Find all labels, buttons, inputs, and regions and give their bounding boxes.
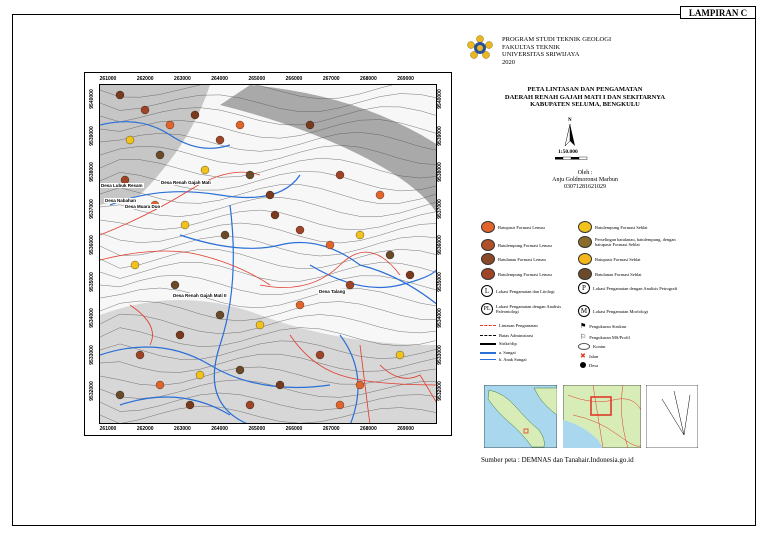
station-marker	[316, 351, 324, 359]
y-tick-label: 9536000	[89, 235, 95, 255]
station-marker	[216, 311, 224, 319]
legend-unit-item	[481, 221, 545, 233]
lampiran-label: LAMPIRAN C	[680, 6, 756, 19]
x-tick-label: 267000	[322, 76, 340, 82]
station-marker	[216, 136, 224, 144]
north-arrow-icon	[562, 124, 578, 148]
x-tick-label: 268000	[360, 426, 377, 432]
station-marker	[166, 121, 174, 129]
legend-unit-label: Batulempung Formasi Seblat	[595, 224, 648, 230]
lithology-swatch-icon	[481, 253, 495, 265]
legend-line-item: Strike/dip	[480, 341, 517, 346]
author-block	[470, 170, 700, 191]
station-marker	[181, 221, 189, 229]
scale-bar	[553, 156, 589, 164]
station-marker	[336, 171, 344, 179]
station-marker	[376, 191, 384, 199]
station-marker	[196, 371, 204, 379]
author-name: Anju Goldmoronst Marbun	[552, 177, 618, 183]
x-tick-label: 261000	[99, 426, 117, 432]
legend-unit-label: Perselingan batulanau, batulempung, dengan batupasir Formasi Seblat	[595, 237, 676, 247]
legend-unit-label: Batulempung Formasi Lemau	[498, 271, 552, 277]
legend-line-item: ✖ Jalan	[580, 352, 599, 360]
inset-map-sumatra[interactable]	[484, 385, 557, 448]
x-tick-label: 265000	[248, 76, 266, 82]
legend-line-item: ⚑ Pengukuran Struktur	[580, 322, 627, 330]
station-marker	[131, 261, 139, 269]
symbol-l-icon: L	[481, 285, 493, 297]
village-label: Desa Muara Duo	[125, 204, 161, 209]
legend-unit-item	[578, 236, 685, 248]
x-tick-label: 267000	[322, 426, 340, 432]
author-nim: 03071281621029	[564, 184, 606, 190]
station-marker	[246, 401, 254, 409]
map-canvas	[100, 85, 437, 424]
legend-unit-item	[578, 253, 641, 265]
station-marker	[246, 171, 254, 179]
title-line: KABUPATEN SELUMA, BENGKULU	[530, 101, 640, 108]
station-marker	[171, 281, 179, 289]
station-marker	[386, 251, 394, 259]
legend-unit-item	[578, 221, 648, 233]
station-marker	[306, 121, 314, 129]
station-marker	[266, 191, 274, 199]
station-marker	[156, 381, 164, 389]
lithology-swatch-icon	[578, 221, 592, 233]
declination-diagram	[646, 385, 698, 448]
station-marker	[356, 381, 364, 389]
legend-line-item: Kontur	[578, 343, 606, 350]
legend-line-item: a. Sungai	[480, 350, 516, 355]
legend-line-item: Lintasan Pengamatan	[480, 323, 538, 328]
header-line: 2020	[502, 58, 515, 66]
title-line: PETA LINTASAN DAN PENGAMATAN	[527, 86, 643, 93]
y-tick-label: 9535000	[89, 271, 95, 292]
header-line: UNIVERSITAS SRIWIJAYA	[502, 51, 580, 58]
village-label: Desa Talang	[319, 289, 346, 294]
village-label: Desa Lubuk Resam	[101, 183, 143, 188]
x-tick-label: 269000	[397, 76, 414, 82]
lithology-swatch-icon	[481, 221, 495, 233]
legend-unit-label: Batulanau Formasi Lemau	[498, 256, 546, 262]
station-marker	[271, 211, 279, 219]
x-tick-label: 266000	[285, 76, 303, 82]
station-marker	[346, 281, 354, 289]
legend-line-item: Desa	[580, 362, 598, 368]
lithology-swatch-icon	[481, 239, 495, 251]
road-icon: ✖	[580, 352, 586, 360]
village-label: Desa Nabahan	[105, 198, 137, 203]
x-tick-label: 269000	[397, 426, 414, 432]
station-marker	[396, 351, 404, 359]
north-label: N	[568, 118, 572, 123]
station-marker	[156, 151, 164, 159]
station-marker	[186, 401, 194, 409]
station-marker	[201, 166, 209, 174]
y-tick-label: 9536000	[437, 235, 443, 255]
station-marker	[296, 226, 304, 234]
station-marker	[236, 121, 244, 129]
station-marker	[356, 231, 364, 239]
y-tick-label: 9534000	[437, 308, 443, 328]
village-dot-icon	[580, 362, 586, 368]
x-tick-label: 265000	[248, 426, 266, 432]
legend-line-item: ⚐ Pengukuran MS/Profil	[580, 333, 630, 341]
x-tick-label: 263000	[174, 76, 191, 82]
title-line: DAERAH RENAH GAJAH MATI I DAN SEKITARNYA	[504, 93, 666, 101]
station-marker	[221, 231, 229, 239]
y-tick-label: 9537000	[437, 198, 443, 219]
legend-symbol-item: P Lokasi Pengamatan dengan Analisis Petrografi	[578, 282, 683, 294]
legend-line-item: b. Anak Sungai	[480, 357, 527, 362]
y-tick-label: 9533000	[437, 344, 443, 365]
legend-unit-item	[481, 239, 552, 251]
y-tick-label: 9538000	[89, 162, 95, 182]
legend-symbol-item: M Lokasi Pengamatan Morfologi	[578, 305, 648, 317]
station-marker	[336, 401, 344, 409]
legend-unit-label: Batulanau Formasi Seblat	[595, 271, 642, 277]
y-tick-label: 9540000	[89, 89, 95, 109]
lithology-swatch-icon	[481, 268, 495, 280]
legend-symbol-item: L Lokasi Pengamatan dan Litologi	[481, 285, 555, 297]
author-label: Oleh :	[577, 170, 593, 176]
inset-map-area[interactable]	[563, 385, 641, 448]
station-marker	[141, 106, 149, 114]
legend-symbol-item: PL Lokasi Pengamatan dengan Analisis Paleontologi	[481, 303, 576, 315]
y-tick-label: 9533000	[89, 344, 95, 365]
legend-unit-item	[481, 253, 546, 265]
main-map[interactable]	[99, 84, 437, 424]
y-tick-label: 9537000	[89, 198, 95, 219]
x-tick-label: 262000	[136, 76, 154, 82]
symbol-p-icon: P	[578, 282, 590, 294]
x-tick-label: 264000	[211, 76, 228, 82]
lithology-swatch-icon	[578, 236, 592, 248]
station-marker	[136, 351, 144, 359]
lithology-swatch-icon	[578, 268, 592, 280]
station-marker	[276, 381, 284, 389]
station-marker	[191, 111, 199, 119]
village-label: Desa Renah Gajah Mati II	[173, 293, 227, 298]
x-tick-label: 268000	[360, 76, 377, 82]
y-tick-label: 9532000	[437, 381, 443, 401]
x-tick-label: 263000	[174, 426, 191, 432]
y-tick-label: 9538000	[437, 162, 443, 182]
map-title	[470, 86, 700, 109]
station-marker	[116, 91, 124, 99]
station-marker	[176, 331, 184, 339]
header-line: FAKULTAS TEKNIK	[502, 43, 561, 51]
legend-unit-item	[578, 268, 642, 280]
x-tick-label: 261000	[99, 76, 117, 82]
x-tick-label: 262000	[136, 426, 154, 432]
station-marker	[126, 136, 134, 144]
station-marker	[406, 271, 414, 279]
station-marker	[116, 391, 124, 399]
symbol-m-icon: M	[578, 305, 590, 317]
legend-unit-item	[481, 268, 552, 280]
y-tick-label: 9535000	[437, 271, 443, 292]
y-tick-label: 9534000	[89, 308, 95, 328]
y-tick-label: 9532000	[89, 381, 95, 401]
station-marker	[326, 241, 334, 249]
profil-icon: ⚐	[580, 333, 587, 341]
station-marker	[236, 366, 244, 374]
station-marker	[256, 321, 264, 329]
legend-unit-label: Batupasir Formasi Seblat	[595, 256, 641, 262]
x-tick-label: 264000	[211, 426, 228, 432]
header-line: PROGRAM STUDI TEKNIK GEOLOGI	[502, 36, 612, 43]
map-source: Sumber peta : DEMNAS dan Tanahair.Indonesia.go.id	[481, 456, 634, 464]
x-tick-label: 266000	[285, 426, 303, 432]
legend-line-item: Batas Administrasi	[480, 333, 533, 338]
village-label: Desa Renah Gajah Mati	[161, 180, 211, 185]
y-tick-label: 9539000	[437, 125, 443, 146]
lithology-swatch-icon	[578, 253, 592, 265]
y-tick-label: 9540000	[437, 89, 443, 109]
symbol-pl-icon: PL	[481, 303, 493, 315]
station-marker	[296, 301, 304, 309]
legend-unit-label: Batulempung Formasi Lemau	[498, 242, 552, 248]
y-tick-label: 9539000	[89, 125, 95, 146]
university-logo-icon	[467, 35, 493, 61]
struktur-icon: ⚑	[580, 322, 587, 330]
legend-unit-label: Batupasir Formasi Lemau	[498, 224, 545, 230]
scale-label: 1:50.000	[558, 149, 578, 155]
